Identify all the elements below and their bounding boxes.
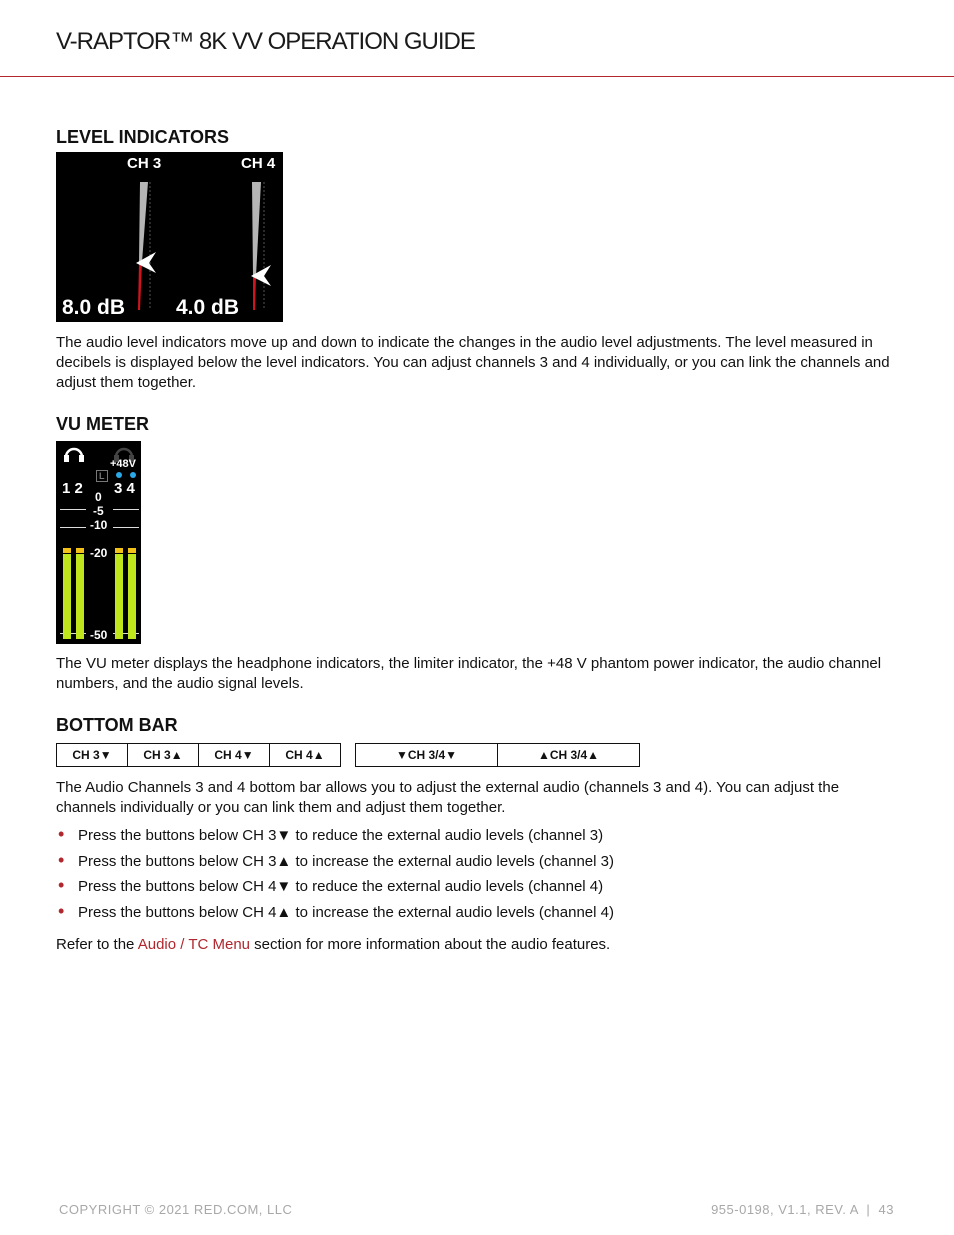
vu-peak-4 (128, 548, 136, 553)
vu-channels-left: 1 2 (62, 480, 83, 497)
phantom-dot-3 (116, 472, 122, 478)
vu-scale-10: -10 (90, 518, 108, 532)
vu-bar-4 (128, 554, 136, 639)
vu-bar-1 (63, 554, 71, 639)
vu-bar-2 (76, 554, 84, 639)
bullet-icon: • (58, 901, 65, 922)
vu-bar-3 (115, 554, 123, 639)
bullet-icon: • (58, 824, 65, 844)
vu-meter-paragraph: The VU meter displays the headphone indicators, the limiter indicator, the +48 V phantom power indicator, the audio channel numbers, and the audio signal levels. (56, 655, 882, 692)
ch3-label: CH 3 (127, 155, 162, 172)
footer-copyright: COPYRIGHT © 2021 RED.COM, LLC (59, 1202, 293, 1217)
vu-channels-right: 3 4 (114, 480, 135, 497)
bottom-bar-bullet-list (56, 824, 614, 927)
ch4-label: CH 4 (241, 155, 276, 172)
vu-peak-1 (63, 548, 71, 553)
vu-scale-0: 0 (95, 490, 102, 504)
list-item: • Press the buttons below CH 4▼ to reduce the external audio levels (channel 4) (58, 875, 604, 896)
ch4-up-button[interactable]: CH 4▲ (285, 748, 325, 762)
phantom-dot-4 (130, 472, 136, 478)
ch3-up-button[interactable]: CH 3▲ (128, 744, 199, 766)
ch3-db-value: 8.0 dB (62, 296, 126, 319)
audio-tc-menu-link[interactable]: Audio / TC Menu (137, 936, 250, 953)
vu-scale-5: -5 (93, 504, 104, 518)
level-indicators-image (56, 152, 283, 322)
header-rule (0, 76, 954, 77)
refer-paragraph: Refer to the Audio / TC Menu section for more information about the audio features. (56, 936, 611, 953)
ch34-down-button[interactable]: ▼CH 3/4▼ (356, 744, 498, 766)
footer-doc-ref: 955-0198, V1.1, REV. A | 43 (711, 1202, 894, 1217)
list-item: • Press the buttons below CH 3▲ to increase the external audio levels (channel 3) (58, 849, 614, 870)
list-item: • Press the buttons below CH 3▼ to reduce the external audio levels (channel 3) (58, 824, 604, 844)
bottom-bar-paragraph: The Audio Channels 3 and 4 bottom bar allows you to adjust the external audio (channels 3 and 4). You can adjust the channels individually or you can link them and adjust them together. (56, 779, 840, 816)
bullet-icon: • (58, 849, 65, 870)
bullet-icon: • (58, 875, 65, 896)
level-indicators-paragraph: The audio level indicators move up and down to indicate the changes in the audio level adjustments. The level measured in decibels is displayed below the level indicators. You can adjust channels 3 and 4 individually, or you can link the channels and adjust them together. (56, 334, 890, 391)
list-item: • Press the buttons below CH 4▲ to increase the external audio levels (channel 4) (58, 901, 614, 922)
vu-peak-2 (76, 548, 84, 553)
bottom-bar-channel-buttons (56, 743, 341, 767)
ch4-down-button[interactable]: CH 4▼ (199, 744, 270, 766)
vu-scale-20: -20 (90, 546, 108, 560)
page-header-title: V-RAPTOR™ 8K VV OPERATION GUIDE (56, 28, 475, 55)
ch34-up-button[interactable]: ▲CH 3/4▲ (537, 748, 600, 762)
bottom-bar-linked-buttons (355, 743, 640, 767)
vu-meter-image (56, 441, 141, 644)
vu-peak-3 (115, 548, 123, 553)
phantom-power-indicator: +48V (110, 458, 136, 470)
limiter-indicator: L (96, 470, 108, 482)
ch4-db-value: 4.0 dB (176, 296, 240, 319)
vu-scale-50: -50 (90, 628, 108, 642)
bottom-bar-heading: BOTTOM BAR (56, 715, 178, 735)
ch3-down-button[interactable]: CH 3▼ (57, 744, 128, 766)
level-indicators-heading: LEVEL INDICATORS (56, 127, 230, 147)
vu-meter-heading: VU METER (56, 414, 150, 434)
